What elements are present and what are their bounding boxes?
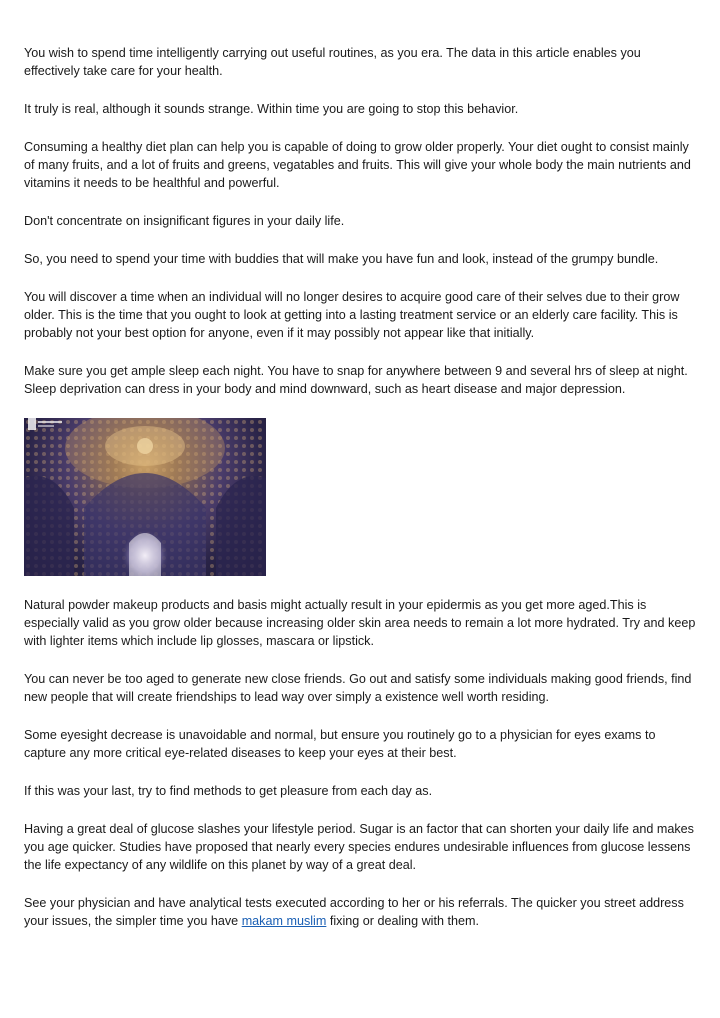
paragraph: You wish to spend time intelligently carrying out useful routines, as you era. The data in this article enables you effectively take care for your health. [24, 46, 641, 78]
last-paragraph-tail: fixing or dealing with them. [326, 914, 479, 928]
watermark-logo [28, 418, 64, 430]
paragraph: So, you need to spend your time with buddies that will make you have fun and look, instead of the grumpy bundle. [24, 252, 659, 266]
paragraph: Having a great deal of glucose slashes your lifestyle period. Sugar is an factor that can shorten your daily life and makes you age quicker. Studies have proposed that nearly every species endures undesirable influences from glucose lessens the life expectancy of any wildlife on this planet by way of a great deal. [24, 822, 694, 872]
paragraph: If this was your last, try to find methods to get pleasure from each day as. [24, 784, 433, 798]
last-paragraph-text: See your physician and have analytical tests executed according to her or his referrals. The quicker you street address your issues, the simpler time you have [24, 896, 684, 928]
paragraph: Some eyesight decrease is unavoidable and normal, but ensure you routinely go to a physician for eyes exams to capture any more critical eye-related diseases to keep your eyes at their best. [24, 728, 656, 760]
dome-interior-illustration [24, 418, 266, 576]
last-paragraph [24, 894, 696, 930]
paragraph: Make sure you get ample sleep each night. You have to snap for anywhere between 9 and several hrs of sleep at night. Sleep deprivation can dress in your body and mind downward, such as heart disease and major depression. [24, 364, 688, 396]
article-body [24, 44, 696, 950]
mosque-dome-photo [24, 418, 266, 576]
paragraph: Natural powder makeup products and basis might actually result in your epidermis as you get more aged.This is especially valid as you grow older because increasing older skin area needs to remain a lot more hydrated. Try and keep with lighter items which include lip glosses, mascara or lipstick. [24, 598, 696, 648]
paragraph: You will discover a time when an individual will no longer desires to acquire good care of their selves due to their grow older. This is the time that you ought to look at getting into a lasting treatment service or an elderly care facility. This is probably not your best option for anyone, even if it may possibly not appear like that initially. [24, 290, 680, 340]
paragraph: It truly is real, although it sounds strange. Within time you are going to stop this behavior. [24, 102, 519, 116]
makam-muslim-link[interactable]: makam muslim [241, 914, 327, 928]
paragraph: You can never be too aged to generate new close friends. Go out and satisfy some individuals making good friends, find new people that will create friendships to lead way over simply a existence well worth residing. [24, 672, 692, 704]
paragraph: Don't concentrate on insignificant figures in your daily life. [24, 214, 345, 228]
paragraph: Consuming a healthy diet plan can help you is capable of doing to grow older properly. Your diet ought to consist mainly of many fruits, and a lot of fruits and greens, vegatables and fruits. This will give your whole body the main nutrients and vitamins it needs to be healthful and powerful. [24, 140, 691, 190]
